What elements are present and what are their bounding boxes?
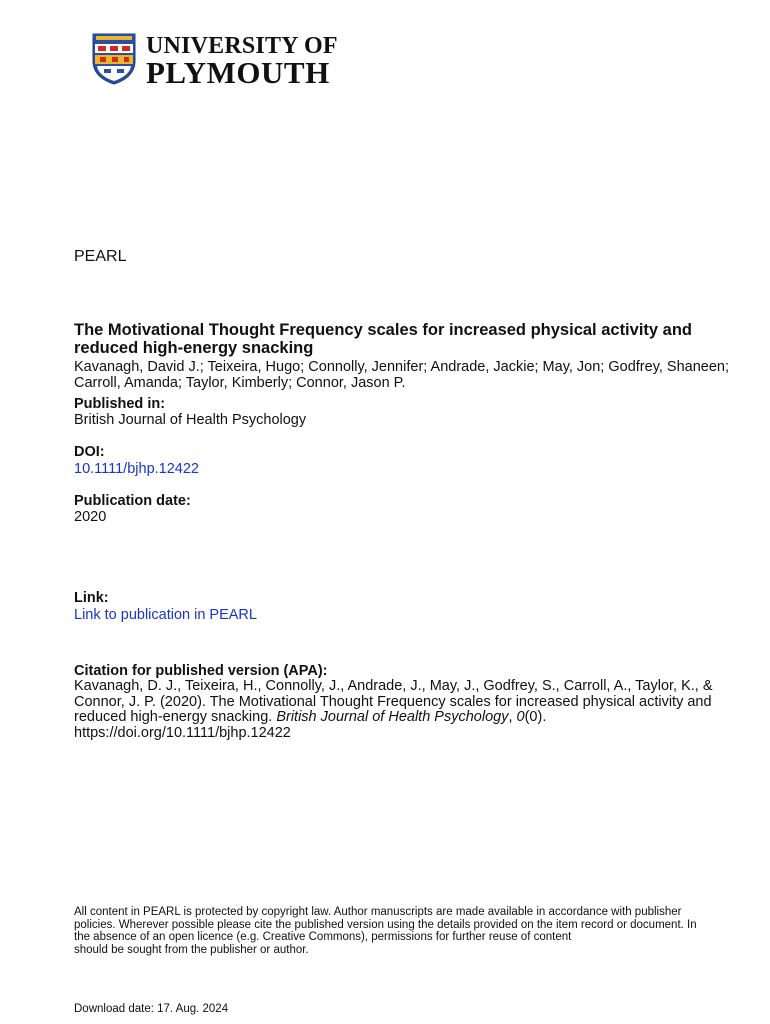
authors: Kavanagh, David J.; Teixeira, Hugo; Connolly, Jennifer; Andrade, Jackie; May, Jon; Godfrey, Shaneen; Carroll, Amanda; Taylor, Kimberly; Connor, Jason P. [74, 359, 730, 391]
published-in-value: British Journal of Health Psychology [74, 412, 307, 428]
doi-block [74, 444, 734, 478]
download-date: Download date: 17. Aug. 2024 [74, 1003, 229, 1015]
citation-part-2: (0). https://doi.org/10.1111/bjhp.12422 [74, 709, 547, 741]
publication-date-block [74, 493, 734, 525]
copyright-text-2: should be sought from the publisher or author. [74, 943, 309, 956]
copyright-text-1: All content in PEARL is protected by copyright law. Author manuscripts are made available in accordance with publisher policies. Wherever possible please cite the published version using the details provided on the item record or document. In the absence of an open licence (e.g. Creative Commons), permissions for further reuse of content [74, 906, 697, 943]
publication-date-label: Publication date: [74, 493, 191, 509]
link-block [74, 590, 734, 624]
doi-label: DOI: [74, 444, 105, 460]
published-in-label: Published in: [74, 396, 166, 412]
citation-volume: 0 [516, 709, 525, 725]
citation-label: Citation for published version (APA): [74, 663, 328, 679]
doi-link[interactable]: 10.1111/bjhp.12422 [74, 461, 199, 477]
logo-line-2: PLYMOUTH [146, 55, 330, 90]
citation-text [74, 679, 734, 741]
citation-separator: , [508, 709, 517, 725]
citation-block [74, 663, 734, 741]
link-label: Link: [74, 590, 109, 606]
university-logo [92, 33, 352, 88]
citation-journal: British Journal of Health Psychology [276, 709, 509, 725]
copyright-notice [74, 906, 714, 956]
repository-name: PEARL [74, 248, 127, 265]
logo-line-1: UNIVERSITY OF [146, 33, 338, 59]
document-title: The Motivational Thought Frequency scales for increased physical activity and reduced high-energy snacking [74, 321, 692, 357]
shield-crest-icon [92, 33, 136, 85]
published-in-block [74, 396, 734, 428]
pearl-publication-link[interactable]: Link to publication in PEARL [74, 607, 257, 623]
citation-part-1: Kavanagh, D. J., Teixeira, H., Connolly, J., Andrade, J., May, J., Godfrey, S., Carroll, A., Taylor, K., & Connor, J. P. (2020). The Motivational Thought Frequency scales for increased physical activity and reduced high-energy snacking. [74, 678, 713, 725]
publication-date-value: 2020 [74, 509, 107, 525]
